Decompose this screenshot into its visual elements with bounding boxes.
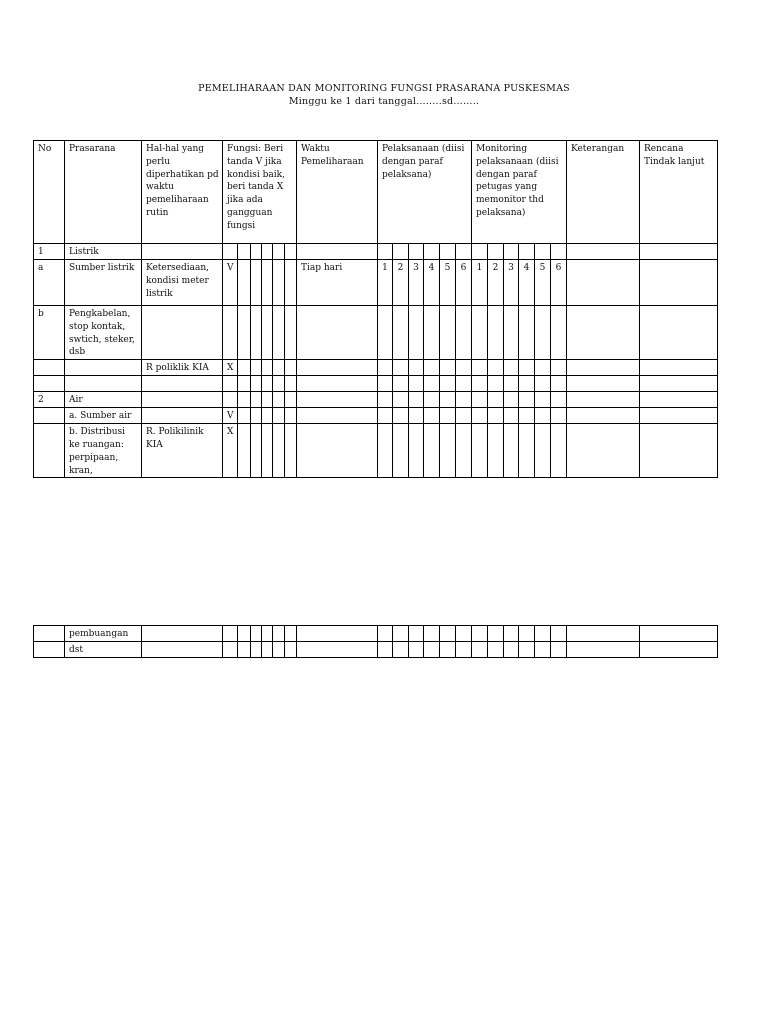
cell-pelaksanaan-day (409, 642, 424, 658)
cell-monitoring-day (551, 244, 567, 260)
cell-fungsi-mark: V (223, 408, 238, 424)
cell-fungsi-blank (251, 642, 262, 658)
cell-waktu (297, 424, 378, 478)
cell-fungsi-blank (262, 408, 273, 424)
cell-prasarana: a. Sumber air (65, 408, 142, 424)
cell-pelaksanaan-day (440, 626, 456, 642)
cell-monitoring-day (535, 244, 551, 260)
cell-pelaksanaan-day (393, 360, 409, 376)
cell-fungsi-blank (285, 424, 297, 478)
cell-pelaksanaan-day (440, 376, 456, 392)
cell-fungsi-mark: X (223, 360, 238, 376)
cell-pelaksanaan-day: 6 (456, 260, 472, 306)
header-rencana: Rencana Tindak lanjut (640, 141, 718, 244)
cell-monitoring-day (504, 626, 519, 642)
cell-monitoring-day (504, 244, 519, 260)
cell-pelaksanaan-day (440, 642, 456, 658)
cell-pelaksanaan-day (456, 642, 472, 658)
cell-fungsi-blank (273, 424, 285, 478)
cell-waktu (297, 360, 378, 376)
cell-monitoring-day (551, 626, 567, 642)
cell-keterangan (567, 260, 640, 306)
cell-monitoring-day (535, 376, 551, 392)
cell-fungsi-blank (262, 376, 273, 392)
cell-pelaksanaan-day (378, 244, 393, 260)
cell-pelaksanaan-day (424, 642, 440, 658)
cell-monitoring-day (472, 408, 488, 424)
cell-fungsi-blank (285, 392, 297, 408)
cell-fungsi-blank (251, 376, 262, 392)
cell-keterangan (567, 626, 640, 642)
cell-fungsi-blank (262, 360, 273, 376)
cell-rencana (640, 408, 718, 424)
table-row (34, 642, 718, 658)
cell-monitoring-day (504, 306, 519, 360)
cell-hal-hal (142, 306, 223, 360)
cell-keterangan (567, 360, 640, 376)
cell-monitoring-day: 3 (504, 260, 519, 306)
cell-pelaksanaan-day (393, 626, 409, 642)
cell-monitoring-day: 5 (535, 260, 551, 306)
cell-keterangan (567, 642, 640, 658)
cell-fungsi-blank (238, 642, 251, 658)
cell-fungsi-blank (273, 360, 285, 376)
cell-hal-hal: R poliklik KIA (142, 360, 223, 376)
cell-pelaksanaan-day (424, 360, 440, 376)
cell-no: b (34, 306, 65, 360)
cell-pelaksanaan-day (378, 360, 393, 376)
cell-pelaksanaan-day (393, 424, 409, 478)
cell-hal-hal (142, 244, 223, 260)
cell-no (34, 424, 65, 478)
cell-keterangan (567, 244, 640, 260)
cell-pelaksanaan-day (456, 376, 472, 392)
cell-fungsi-mark: X (223, 424, 238, 478)
cell-monitoring-day (488, 376, 504, 392)
cell-keterangan (567, 306, 640, 360)
cell-prasarana: b. Distribusi ke ruangan: perpipaan, kran, (65, 424, 142, 478)
cell-fungsi-blank (285, 306, 297, 360)
cell-hal-hal (142, 642, 223, 658)
cell-prasarana: Pengkabelan, stop kontak, swtich, steker, dsb (65, 306, 142, 360)
cell-fungsi-mark (223, 244, 238, 260)
cell-fungsi-mark (223, 306, 238, 360)
cell-rencana (640, 260, 718, 306)
cell-monitoring-day (472, 392, 488, 408)
cell-pelaksanaan-day (378, 408, 393, 424)
cell-monitoring-day (472, 306, 488, 360)
cell-waktu (297, 408, 378, 424)
cell-pelaksanaan-day (409, 376, 424, 392)
cell-monitoring-day (504, 424, 519, 478)
table-header-row (34, 141, 718, 244)
header-prasarana: Prasarana (65, 141, 142, 244)
cell-pelaksanaan-day (456, 244, 472, 260)
header-monitoring: Monitoring pelaksanaan (diisi dengan paraf petugas yang memonitor thd pelaksana) (472, 141, 567, 244)
cell-pelaksanaan-day (378, 424, 393, 478)
cell-prasarana: Sumber listrik (65, 260, 142, 306)
cell-pelaksanaan-day (424, 392, 440, 408)
cell-pelaksanaan-day (378, 306, 393, 360)
cell-monitoring-day: 1 (472, 260, 488, 306)
cell-monitoring-day (504, 360, 519, 376)
cell-pelaksanaan-day (393, 408, 409, 424)
cell-hal-hal (142, 392, 223, 408)
cell-fungsi-blank (262, 642, 273, 658)
cell-prasarana: pembuangan (65, 626, 142, 642)
cell-pelaksanaan-day (456, 408, 472, 424)
cell-prasarana (65, 376, 142, 392)
cell-pelaksanaan-day: 5 (440, 260, 456, 306)
cell-fungsi-blank (273, 306, 285, 360)
cell-pelaksanaan-day (424, 424, 440, 478)
cell-monitoring-day (488, 306, 504, 360)
cell-prasarana: Listrik (65, 244, 142, 260)
cell-fungsi-blank (262, 244, 273, 260)
cell-keterangan (567, 376, 640, 392)
cell-monitoring-day (519, 244, 535, 260)
cell-fungsi-blank (238, 260, 251, 306)
cell-no: a (34, 260, 65, 306)
cell-fungsi-blank (262, 260, 273, 306)
cell-pelaksanaan-day (424, 244, 440, 260)
cell-monitoring-day (551, 408, 567, 424)
cell-fungsi-blank (251, 260, 262, 306)
cell-fungsi-blank (238, 626, 251, 642)
cell-fungsi-blank (273, 642, 285, 658)
cell-waktu: Tiap hari (297, 260, 378, 306)
table-row (34, 392, 718, 408)
cell-fungsi-blank (238, 376, 251, 392)
table-row (34, 408, 718, 424)
header-waktu: Waktu Pemeliharaan (297, 141, 378, 244)
cell-monitoring-day (551, 392, 567, 408)
cell-waktu (297, 392, 378, 408)
document-subtitle: Minggu ke 1 dari tanggal……..sd…….. (288, 96, 480, 107)
cell-monitoring-day: 4 (519, 260, 535, 306)
cell-no (34, 626, 65, 642)
cell-keterangan (567, 408, 640, 424)
cell-pelaksanaan-day (409, 408, 424, 424)
cell-pelaksanaan-day (440, 244, 456, 260)
header-keterangan: Keterangan (567, 141, 640, 244)
table-row (34, 244, 718, 260)
cell-pelaksanaan-day (440, 408, 456, 424)
cell-no (34, 408, 65, 424)
cell-pelaksanaan-day (456, 392, 472, 408)
cell-fungsi-blank (262, 424, 273, 478)
cell-fungsi-blank (285, 360, 297, 376)
cell-pelaksanaan-day (393, 376, 409, 392)
cell-pelaksanaan-day (409, 360, 424, 376)
cell-fungsi-blank (238, 360, 251, 376)
cell-monitoring-day (488, 408, 504, 424)
cell-pelaksanaan-day: 1 (378, 260, 393, 306)
cell-waktu (297, 376, 378, 392)
header-fungsi: Fungsi: Beri tanda V jika kondisi baik, beri tanda X jika ada gangguan fungsi (223, 141, 297, 244)
cell-monitoring-day (535, 626, 551, 642)
header-hal-hal: Hal-hal yang perlu diperhatikan pd waktu pemeliharaan rutin (142, 141, 223, 244)
cell-fungsi-blank (251, 408, 262, 424)
cell-rencana (640, 392, 718, 408)
cell-waktu (297, 306, 378, 360)
cell-fungsi-blank (273, 392, 285, 408)
cell-fungsi-blank (251, 360, 262, 376)
cell-monitoring-day (519, 392, 535, 408)
cell-pelaksanaan-day (393, 244, 409, 260)
cell-pelaksanaan-day (440, 360, 456, 376)
cell-fungsi-blank (238, 408, 251, 424)
table-row (34, 626, 718, 642)
cell-fungsi-blank (273, 260, 285, 306)
cell-fungsi-blank (273, 376, 285, 392)
cell-pelaksanaan-day (409, 244, 424, 260)
cell-monitoring-day (535, 424, 551, 478)
cell-pelaksanaan-day (440, 392, 456, 408)
cell-monitoring-day (519, 360, 535, 376)
cell-no (34, 642, 65, 658)
cell-fungsi-blank (251, 424, 262, 478)
cell-fungsi-blank (273, 626, 285, 642)
cell-monitoring-day: 6 (551, 260, 567, 306)
cell-pelaksanaan-day: 4 (424, 260, 440, 306)
cell-waktu (297, 626, 378, 642)
header-no: No (34, 141, 65, 244)
cell-monitoring-day (488, 244, 504, 260)
cell-monitoring-day (519, 306, 535, 360)
cell-fungsi-blank (251, 392, 262, 408)
cell-fungsi-blank (238, 306, 251, 360)
cell-monitoring-day (551, 642, 567, 658)
cell-pelaksanaan-day (440, 424, 456, 478)
cell-pelaksanaan-day: 2 (393, 260, 409, 306)
cell-pelaksanaan-day (440, 306, 456, 360)
cell-prasarana (65, 360, 142, 376)
maintenance-table (33, 140, 718, 478)
cell-monitoring-day (488, 642, 504, 658)
cell-keterangan (567, 424, 640, 478)
cell-waktu (297, 642, 378, 658)
cell-prasarana: Air (65, 392, 142, 408)
cell-fungsi-blank (238, 244, 251, 260)
cell-fungsi-blank (285, 260, 297, 306)
cell-monitoring-day (472, 360, 488, 376)
table-row (34, 306, 718, 360)
cell-monitoring-day (551, 376, 567, 392)
cell-monitoring-day (504, 376, 519, 392)
cell-rencana (640, 376, 718, 392)
cell-fungsi-mark (223, 626, 238, 642)
cell-fungsi-blank (251, 626, 262, 642)
cell-pelaksanaan-day (424, 408, 440, 424)
cell-pelaksanaan-day (424, 376, 440, 392)
cell-hal-hal (142, 626, 223, 642)
cell-rencana (640, 424, 718, 478)
cell-pelaksanaan-day (378, 626, 393, 642)
cell-fungsi-blank (273, 244, 285, 260)
table-row (34, 260, 718, 306)
cell-fungsi-blank (273, 408, 285, 424)
cell-fungsi-blank (285, 642, 297, 658)
cell-fungsi-mark: V (223, 260, 238, 306)
cell-monitoring-day (472, 424, 488, 478)
cell-pelaksanaan-day: 3 (409, 260, 424, 306)
cell-monitoring-day (519, 626, 535, 642)
cell-monitoring-day (535, 642, 551, 658)
cell-fungsi-blank (262, 306, 273, 360)
cell-fungsi-blank (262, 626, 273, 642)
cell-monitoring-day (551, 306, 567, 360)
table-row (34, 424, 718, 478)
cell-pelaksanaan-day (456, 360, 472, 376)
cell-rencana (640, 360, 718, 376)
cell-hal-hal (142, 408, 223, 424)
cell-fungsi-mark (223, 642, 238, 658)
cell-pelaksanaan-day (393, 306, 409, 360)
cell-pelaksanaan-day (393, 392, 409, 408)
cell-monitoring-day (488, 424, 504, 478)
cell-fungsi-blank (262, 392, 273, 408)
cell-pelaksanaan-day (393, 642, 409, 658)
cell-fungsi-blank (251, 306, 262, 360)
cell-pelaksanaan-day (456, 626, 472, 642)
cell-pelaksanaan-day (409, 306, 424, 360)
cell-monitoring-day (535, 392, 551, 408)
cell-monitoring-day (519, 642, 535, 658)
cell-fungsi-blank (251, 244, 262, 260)
cell-pelaksanaan-day (409, 626, 424, 642)
cell-monitoring-day (488, 626, 504, 642)
cell-fungsi-mark (223, 392, 238, 408)
cell-monitoring-day (519, 424, 535, 478)
cell-pelaksanaan-day (378, 642, 393, 658)
cell-monitoring-day (504, 408, 519, 424)
cell-pelaksanaan-day (424, 626, 440, 642)
cell-pelaksanaan-day (456, 306, 472, 360)
cell-monitoring-day: 2 (488, 260, 504, 306)
cell-prasarana: dst (65, 642, 142, 658)
cell-monitoring-day (551, 424, 567, 478)
cell-monitoring-day (504, 392, 519, 408)
cell-fungsi-blank (285, 408, 297, 424)
cell-rencana (640, 306, 718, 360)
header-pelaksanaan: Pelaksanaan (diisi dengan paraf pelaksana) (378, 141, 472, 244)
cell-no (34, 376, 65, 392)
cell-fungsi-blank (285, 244, 297, 260)
table-row (34, 376, 718, 392)
maintenance-table-continued (33, 625, 718, 658)
cell-pelaksanaan-day (456, 424, 472, 478)
cell-no (34, 360, 65, 376)
cell-hal-hal (142, 376, 223, 392)
cell-fungsi-blank (238, 424, 251, 478)
cell-monitoring-day (535, 306, 551, 360)
cell-rencana (640, 642, 718, 658)
cell-no: 1 (34, 244, 65, 260)
cell-no: 2 (34, 392, 65, 408)
cell-pelaksanaan-day (378, 392, 393, 408)
cell-pelaksanaan-day (424, 306, 440, 360)
cell-fungsi-mark (223, 376, 238, 392)
cell-hal-hal: R. Polikilinik KIA (142, 424, 223, 478)
cell-pelaksanaan-day (409, 392, 424, 408)
cell-monitoring-day (472, 376, 488, 392)
cell-pelaksanaan-day (409, 424, 424, 478)
cell-hal-hal: Ketersediaan, kondisi meter listrik (142, 260, 223, 306)
cell-monitoring-day (472, 642, 488, 658)
cell-monitoring-day (504, 642, 519, 658)
cell-monitoring-day (472, 626, 488, 642)
cell-pelaksanaan-day (378, 376, 393, 392)
cell-keterangan (567, 392, 640, 408)
cell-monitoring-day (472, 244, 488, 260)
cell-monitoring-day (535, 408, 551, 424)
cell-waktu (297, 244, 378, 260)
cell-monitoring-day (551, 360, 567, 376)
cell-fungsi-blank (285, 626, 297, 642)
cell-fungsi-blank (238, 392, 251, 408)
table-row (34, 360, 718, 376)
cell-rencana (640, 244, 718, 260)
cell-monitoring-day (488, 392, 504, 408)
cell-monitoring-day (535, 360, 551, 376)
cell-monitoring-day (519, 408, 535, 424)
cell-monitoring-day (519, 376, 535, 392)
cell-fungsi-blank (285, 376, 297, 392)
document-title: PEMELIHARAAN DAN MONITORING FUNGSI PRASARANA PUSKESMAS (198, 83, 570, 94)
cell-monitoring-day (488, 360, 504, 376)
cell-rencana (640, 626, 718, 642)
